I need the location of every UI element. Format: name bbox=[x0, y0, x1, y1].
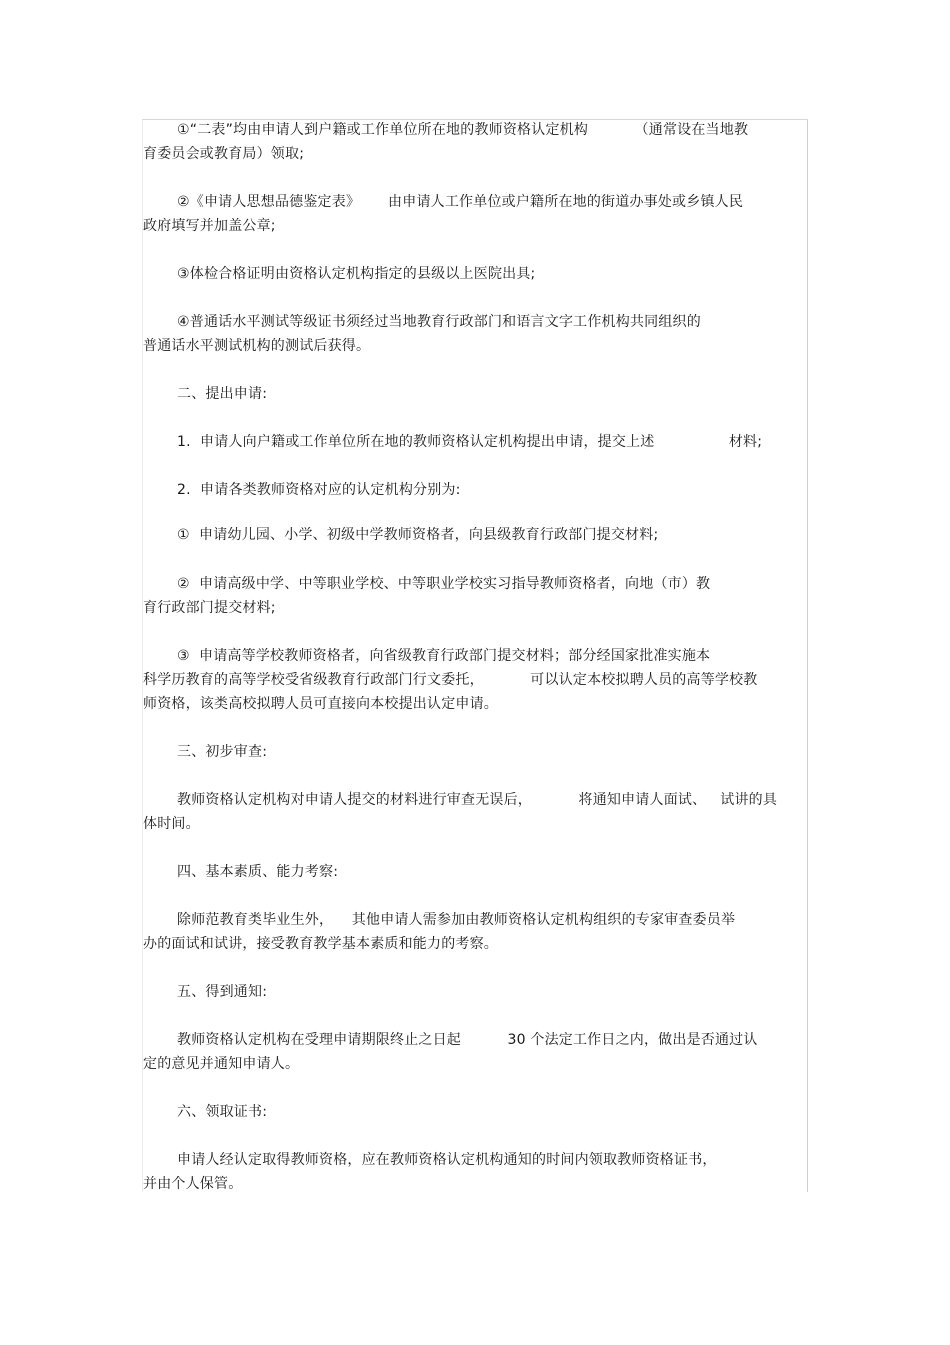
section-heading-4: 四、基本素质、能力考察: bbox=[177, 864, 339, 880]
section-heading-6: 六、领取证书: bbox=[177, 1104, 268, 1120]
paragraph-1-line-2: 育委员会或教育局）领取; bbox=[143, 146, 305, 162]
paragraph-7-line-1: ① 申请幼儿园、小学、初级中学教师资格者，向县级教育行政部门提交材料; bbox=[177, 527, 659, 543]
paragraph-13-line-2: 并由个人保管。 bbox=[143, 1176, 243, 1192]
paragraph-4-line-2: 普通话水平测试机构的测试后获得。 bbox=[143, 338, 371, 354]
paragraph-1-line-1: ①“二表”均由申请人到户籍或工作单位所在地的教师资格认定机构 （通常设在当地教 bbox=[177, 122, 749, 138]
paragraph-12-line-1: 教师资格认定机构在受理申请期限终止之日起 30 个法定工作日之内，做出是否通过认 bbox=[177, 1032, 758, 1048]
paragraph-8-line-2: 育行政部门提交材料; bbox=[143, 600, 276, 616]
paragraph-13-line-1: 申请人经认定取得教师资格，应在教师资格认定机构通知的时间内领取教师资格证书， bbox=[177, 1152, 717, 1168]
paragraph-9-line-2: 科学历教育的高等学校受省级教育行政部门行文委托， 可以认定本校拟聘人员的高等学校教 bbox=[143, 672, 758, 688]
paragraph-10-line-2: 体时间。 bbox=[143, 816, 200, 832]
paragraph-6-line-1: 2. 申请各类教师资格对应的认定机构分别为: bbox=[177, 482, 461, 498]
paragraph-4-line-1: ④普通话水平测试等级证书须经过当地教育行政部门和语言文字工作机构共同组织的 bbox=[177, 314, 701, 330]
section-heading-3: 三、初步审查: bbox=[177, 744, 268, 760]
paragraph-11-line-1: 除师范教育类毕业生外， 其他申请人需参加由教师资格认定机构组织的专家审查委员举 bbox=[177, 912, 736, 928]
section-heading-5: 五、得到通知: bbox=[177, 984, 268, 1000]
section-heading-2: 二、提出申请: bbox=[177, 386, 268, 402]
paragraph-8-line-1: ② 申请高级中学、中等职业学校、中等职业学校实习指导教师资格者，向地（市）教 bbox=[177, 576, 711, 592]
paragraph-10-line-1: 教师资格认定机构对申请人提交的材料进行审查无误后， 将通知申请人面试、 试讲的具 bbox=[177, 792, 778, 808]
paragraph-11-line-2: 办的面试和试讲，接受教育教学基本素质和能力的考察。 bbox=[143, 936, 498, 952]
paragraph-12-line-2: 定的意见并通知申请人。 bbox=[143, 1056, 300, 1072]
paragraph-5-line-1: 1. 申请人向户籍或工作单位所在地的教师资格认定机构提出申请，提交上述 材料; bbox=[177, 434, 763, 450]
paragraph-9-line-1: ③ 申请高等学校教师资格者，向省级教育行政部门提交材料；部分经国家批准实施本 bbox=[177, 648, 711, 664]
paragraph-2-line-1: ②《申请人思想品德鉴定表》 由申请人工作单位或户籍所在地的街道办事处或乡镇人民 bbox=[177, 194, 744, 210]
paragraph-2-line-2: 政府填写并加盖公章; bbox=[143, 218, 276, 234]
paragraph-3-line-1: ③体检合格证明由资格认定机构指定的县级以上医院出具; bbox=[177, 266, 536, 282]
paragraph-9-line-3: 师资格，该类高校拟聘人员可直接向本校提出认定申请。 bbox=[143, 696, 498, 712]
